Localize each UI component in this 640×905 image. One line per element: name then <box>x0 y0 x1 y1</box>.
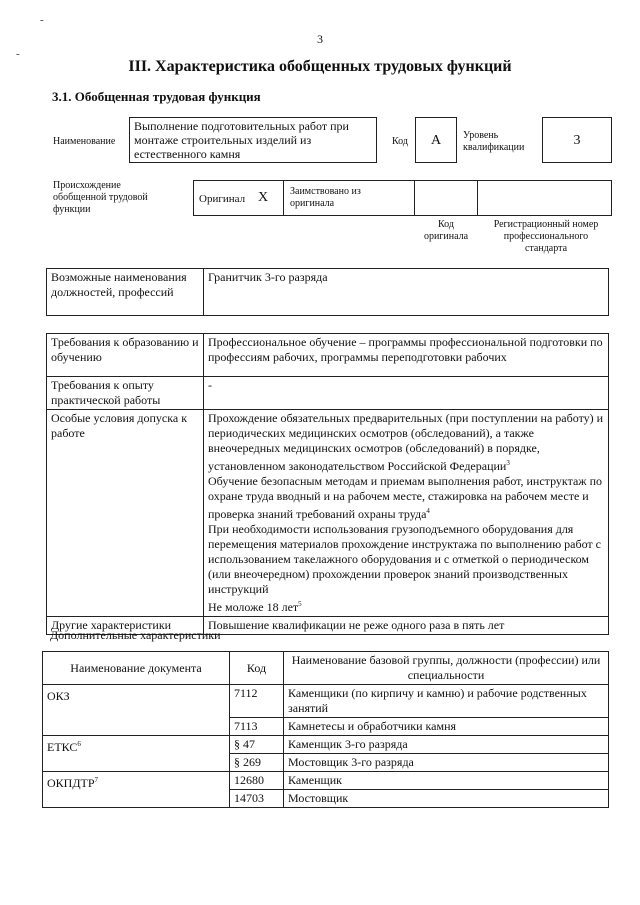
scan-mark: - <box>16 48 20 60</box>
reg-number-label: Регистрационный номер профессионального стандарта <box>493 219 599 254</box>
doc-name: ОКПДТР$^7$ <box>43 772 230 808</box>
code-cell: 14703 <box>230 790 284 808</box>
code-cell: 7112 <box>230 685 284 718</box>
footnote-ref: 3 <box>506 459 510 467</box>
code-cell: 12680 <box>230 772 284 790</box>
requirement-value: Прохождение обязательных предварительных (при поступлении на работу) и периодических медицинских осмотров (обследований), а также внеочередных медицинских осмотров (обследований) в порядке, установленном законодательством Российской Федерации$^3$ Обучение безопасным методам и приемам выполнения работ, инструктаж по охране труда вводный и на рабочем месте, стажировка на рабочем месте и проверка знаний требований охраны труда$^4$ При необходимости использования грузоподъемного оборудования для перемещения материалов прохождение инструктажа по выполнению работ с использованием такелажного оборудования и с отметкой о периодическом (или внеочередном) прохождении проверок знаний производственных инструкций Не моложе 18 лет$^5$ <box>204 410 609 617</box>
origin-row <box>193 180 612 216</box>
requirement-label: Особые условия допуска к работе <box>47 410 204 617</box>
doc-name: ОКЗ <box>43 685 230 736</box>
code-original-label: Код оригинала <box>423 219 469 242</box>
table-row <box>43 685 609 718</box>
requirement-row <box>47 377 609 410</box>
level-value: 3 <box>542 117 612 163</box>
name-value <box>129 117 377 163</box>
requirements-table <box>46 333 609 635</box>
origin-divider <box>477 180 478 216</box>
subsection-title: 3.1. Обобщенная трудовая функция <box>52 89 261 104</box>
footnote-ref: 5 <box>298 600 302 608</box>
requirement-value: - <box>204 377 609 410</box>
original-label: Оригинал <box>199 193 246 205</box>
requirement-label: Другие характеристики <box>47 617 204 635</box>
code-label: Код <box>392 136 408 147</box>
header-name: Наименование базовой группы, должности (профессии) или специальности <box>284 652 609 685</box>
requirement-value: Профессиональное обучение – программы профессиональной подготовки по профессиям рабочих, программы переподготовки рабочих <box>204 334 609 377</box>
borrowed-label: Заимствовано из оригинала <box>290 186 361 209</box>
page-number: 3 <box>317 32 323 46</box>
origin-label: Происхождение обобщенной трудовой функции <box>53 180 148 215</box>
name-cell: Мостовщик <box>284 790 609 808</box>
requirement-row <box>47 410 609 617</box>
code-cell: 7113 <box>230 718 284 736</box>
requirement-row <box>47 334 609 377</box>
additional-table <box>42 651 609 808</box>
name-cell: Камнетесы и обработчики камня <box>284 718 609 736</box>
section-title: III. Характеристика обобщенных трудовых функций <box>128 58 512 75</box>
positions-table <box>46 268 609 316</box>
header-code: Код <box>230 652 284 685</box>
original-mark: X <box>258 190 269 205</box>
header-doc: Наименование документа <box>43 652 230 685</box>
table-row <box>43 736 609 754</box>
footnote-ref: 4 <box>426 507 430 515</box>
code-value: А <box>415 117 457 163</box>
code-cell: § 269 <box>230 754 284 772</box>
name-label: Наименование <box>53 136 116 147</box>
doc-name: ЕТКС$^6$ <box>43 736 230 772</box>
origin-divider <box>283 180 284 216</box>
requirement-value: Повышение квалификации не реже одного раза в пять лет <box>204 617 609 635</box>
requirement-label: Требования к образованию и обучению <box>47 334 204 377</box>
code-cell: § 47 <box>230 736 284 754</box>
positions-value: Гранитчик 3-го разряда <box>204 269 609 316</box>
requirement-label: Требования к опыту практической работы <box>47 377 204 410</box>
level-label: Уровень квалификации <box>463 130 525 153</box>
origin-divider <box>414 180 415 216</box>
additional-title: Дополнительные характеристики <box>50 628 221 642</box>
scan-mark: - <box>40 14 44 26</box>
name-cell: Каменщик 3-го разряда <box>284 736 609 754</box>
additional-header-row <box>43 652 609 685</box>
name-value-text: Выполнение подготовительных работ при монтаже строительных изделий из естественного камня <box>134 119 349 161</box>
name-cell: Мостовщик 3-го разряда <box>284 754 609 772</box>
table-row <box>43 772 609 790</box>
name-cell: Каменщик <box>284 772 609 790</box>
name-cell: Каменщики (по кирпичу и камню) и рабочие родственных занятий <box>284 685 609 718</box>
positions-label: Возможные наименования должностей, профессий <box>47 269 204 316</box>
